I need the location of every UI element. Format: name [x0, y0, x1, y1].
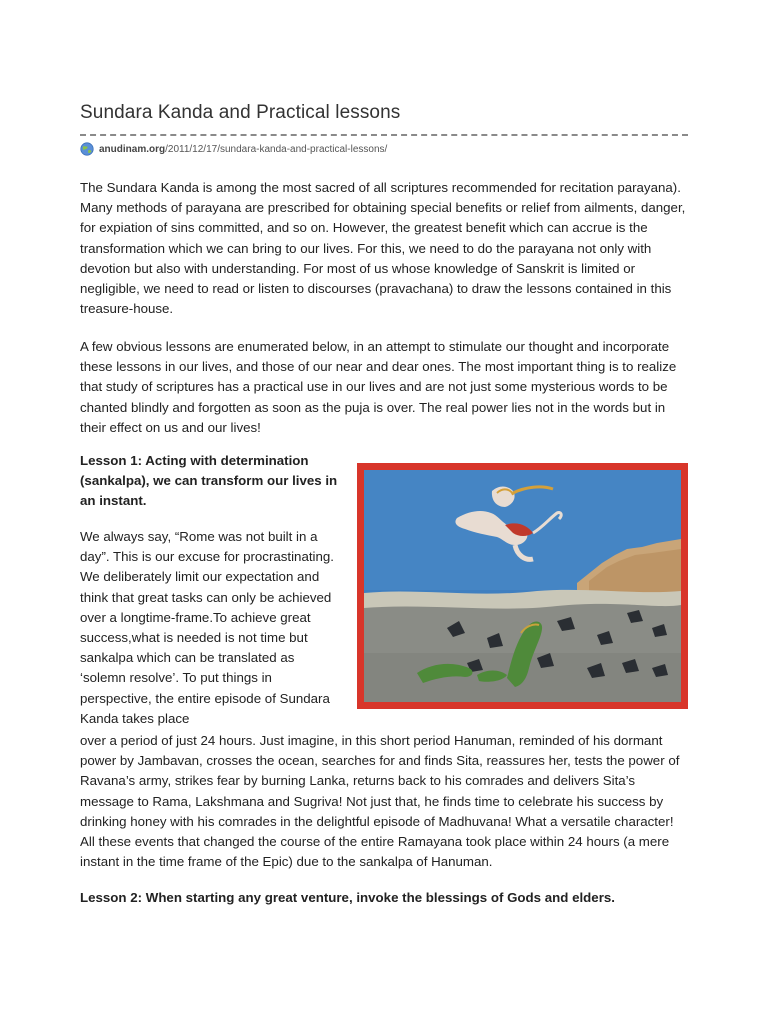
lesson-2-heading: Lesson 2: When starting any great venture, invoke the blessings of Gods and elders.: [80, 890, 615, 905]
lesson-1-heading: Lesson 1: Acting with determination (sankalpa), we can transform our lives in an instant.: [80, 453, 338, 509]
lesson-1-text-continued: over a period of just 24 hours. Just imagine, in this short period Hanuman, reminded of his dormant power by Jambavan, crosses the ocean, searches for and finds Sita, reassures her, tests the power of Ravana’s army, strikes fear by burning Lanka, returns back to his comrades and delivers Sita’s message to Rama, Lakshmana and Sugriva! Not just that, he finds time to celebrate his success by drinking honey with his comrades in the delightful episode of Madhuvana! What a versatile character! All these events that changed the course of the entire Ramayana took place within 24 hours (a mere instant in the time frame of the Epic) due to the sankalpa of Hanuman.: [80, 733, 680, 870]
source-path[interactable]: /2011/12/17/sundara-kanda-and-practical-lessons/: [165, 143, 388, 155]
intro-paragraph: The Sundara Kanda is among the most sacred of all scriptures recommended for recitation parayana). Many methods of parayana are prescribed for obtaining special benefits or relief from ailments, danger, for expiation of sins committed, and so on. However, the greatest benefit which can accrue is the transformation which we can bring to our lives. For this, we need to do the parayana not only with devotion but also with understanding. For most of us whose knowledge of Sanskrit is limited or negligible, we need to read or listen to discourses (pravachana) to draw the lessons contained in this treasure-house.: [80, 180, 686, 317]
lesson-1-text-wrapped: We always say, “Rome was not built in a day”. This is our excuse for procrastinating. We deliberately limit our expectation and think that great tasks can only be achieved over a longtime-frame.To achieve great success,what is needed is not time but sankalpa which can be translated as ‘solemn resolve’. To put things in perspective, the entire episode of Sundara Kanda takes place: [80, 529, 334, 726]
globe-icon: [80, 142, 94, 156]
source-domain[interactable]: anudinam.org: [99, 143, 166, 155]
lessons-intro-paragraph: A few obvious lessons are enumerated below, in an attempt to stimulate our thought and incorporate these lessons in our lives, and those of our near and dear ones. The most important thing is to realize that study of scriptures has a practical use in our lives and are not just some mysterious words to be chanted blindly and forgotten as soon as the puja is over. The real power lies not in the words but in their effect on us and our lives!: [80, 339, 677, 435]
source-link[interactable]: [80, 141, 387, 157]
article-title: Sundara Kanda and Practical lessons: [80, 102, 401, 123]
title-divider: [80, 134, 688, 136]
hanuman-painting-image: [357, 463, 688, 709]
